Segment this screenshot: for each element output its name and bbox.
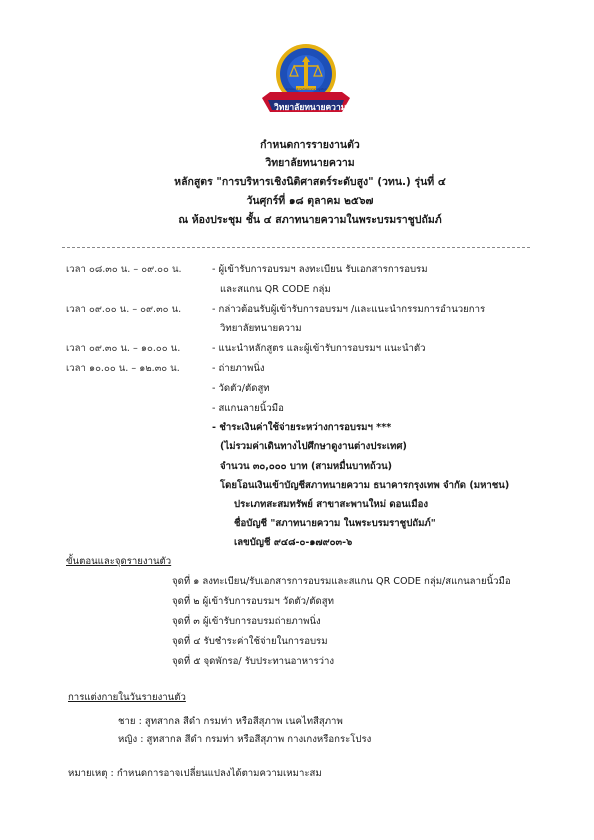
step-item: จุดที่ ๑ ลงทะเบียน/รับเอกสารการอบรมและสแกน QR CODE กลุ่ม/สแกนลายนิ้วมือ bbox=[172, 576, 511, 587]
schedule-item: - สแกนลายนิ้วมือ bbox=[212, 403, 284, 414]
payment-transfer: โดยโอนเงินเข้าบัญชีสภาทนายความ ธนาคารกรุงเทพ จำกัด (มหาชน) bbox=[220, 480, 510, 491]
header-title-2: วิทยาลัยทนายความ bbox=[265, 157, 355, 169]
college-logo bbox=[258, 42, 354, 124]
header-title-1: กำหนดการรายงานตัว bbox=[260, 139, 360, 151]
payment-title: - ชำระเงินค่าใช้จ่ายระหว่างการอบรมฯ *** bbox=[212, 422, 392, 433]
step-item: จุดที่ ๔ รับชำระค่าใช้จ่ายในการอบรม bbox=[172, 636, 328, 647]
header-divider bbox=[62, 247, 530, 248]
schedule-item: - แนะนำหลักสูตร และผู้เข้ารับการอบรมฯ แนะนำตัว bbox=[212, 343, 426, 354]
schedule-time: เวลา ๑๐.๐๐ น. – ๑๒.๓๐ น. bbox=[66, 363, 180, 374]
dress-male: ชาย : สูทสากล สีดำ กรมท่า หรือสีสุภาพ เนคไทสีสุภาพ bbox=[118, 716, 343, 727]
step-item: จุดที่ ๓ ผู้เข้ารับการอบรมถ่ายภาพนิ่ง bbox=[172, 616, 321, 627]
schedule-item: และสแกน QR CODE กลุ่ม bbox=[220, 284, 331, 295]
header-date: วันศุกร์ที่ ๑๘ ตุลาคม ๒๕๖๗ bbox=[246, 195, 374, 207]
header-course: หลักสูตร "การบริหารเชิงนิติศาสตร์ระดับสูง" (วทน.) รุ่นที่ ๔ bbox=[174, 176, 446, 188]
schedule-time: เวลา ๐๙.๓๐ น. – ๑๐.๐๐ น. bbox=[66, 343, 181, 354]
payment-amount: จำนวน ๓๐,๐๐๐ บาท (สามหมื่นบาทถ้วน) bbox=[220, 461, 393, 472]
schedule-time: เวลา ๐๙.๐๐ น. – ๐๙.๓๐ น. bbox=[66, 304, 182, 315]
remark-note: หมายเหตุ : กำหนดการอาจเปลี่ยนแปลงได้ตามความเหมาะสม bbox=[68, 768, 322, 779]
dress-female: หญิง : สูทสากล สีดำ กรมท่า หรือสีสุภาพ กางเกงหรือกระโปรง bbox=[118, 734, 372, 745]
logo-ring-text: สภาทนายความในพระบรมราชูปถัมภ์ bbox=[285, 88, 327, 91]
logo-banner-text: วิทยาลัยทนายความ bbox=[274, 103, 347, 113]
header-venue: ณ ห้องประชุม ชั้น ๔ สภาทนายความในพระบรมราชูปถัมภ์ bbox=[178, 214, 442, 226]
steps-title: ขั้นตอนและจุดรายงานตัว bbox=[66, 556, 172, 567]
schedule-item: - วัดตัว/ตัดสูท bbox=[212, 383, 270, 394]
schedule-item: - กล่าวต้อนรับผู้เข้ารับการอบรมฯ /และแนะนำกรรมการอำนวยการ bbox=[212, 304, 486, 315]
schedule-item: - ผู้เข้ารับการอบรมฯ ลงทะเบียน รับเอกสารการอบรม bbox=[212, 264, 428, 275]
step-item: จุดที่ ๒ ผู้เข้ารับการอบรมฯ วัดตัว/ตัดสูท bbox=[172, 596, 334, 607]
schedule-time: เวลา ๐๘.๓๐ น. – ๐๙.๐๐ น. bbox=[66, 264, 182, 275]
payment-account-number: เลขบัญชี ๙๔๘-๐-๑๗๙๐๓-๖ bbox=[234, 537, 353, 548]
payment-account-name: ชื่อบัญชี "สภาทนายความ ในพระบรมราชูปถัมภ์" bbox=[234, 518, 436, 529]
schedule-item: วิทยาลัยทนายความ bbox=[220, 323, 302, 334]
step-item: จุดที่ ๕ จุดพักรอ/ รับประทานอาหารว่าง bbox=[172, 656, 335, 667]
payment-note: (ไม่รวมค่าเดินทางไปศึกษาดูงานต่างประเทศ) bbox=[220, 441, 407, 452]
payment-account-type: ประเภทสะสมทรัพย์ สาขาสะพานใหม่ ดอนเมือง bbox=[234, 499, 429, 510]
dress-title: การแต่งกายในวันรายงานตัว bbox=[68, 692, 186, 703]
schedule-item: - ถ่ายภาพนิ่ง bbox=[212, 363, 265, 374]
